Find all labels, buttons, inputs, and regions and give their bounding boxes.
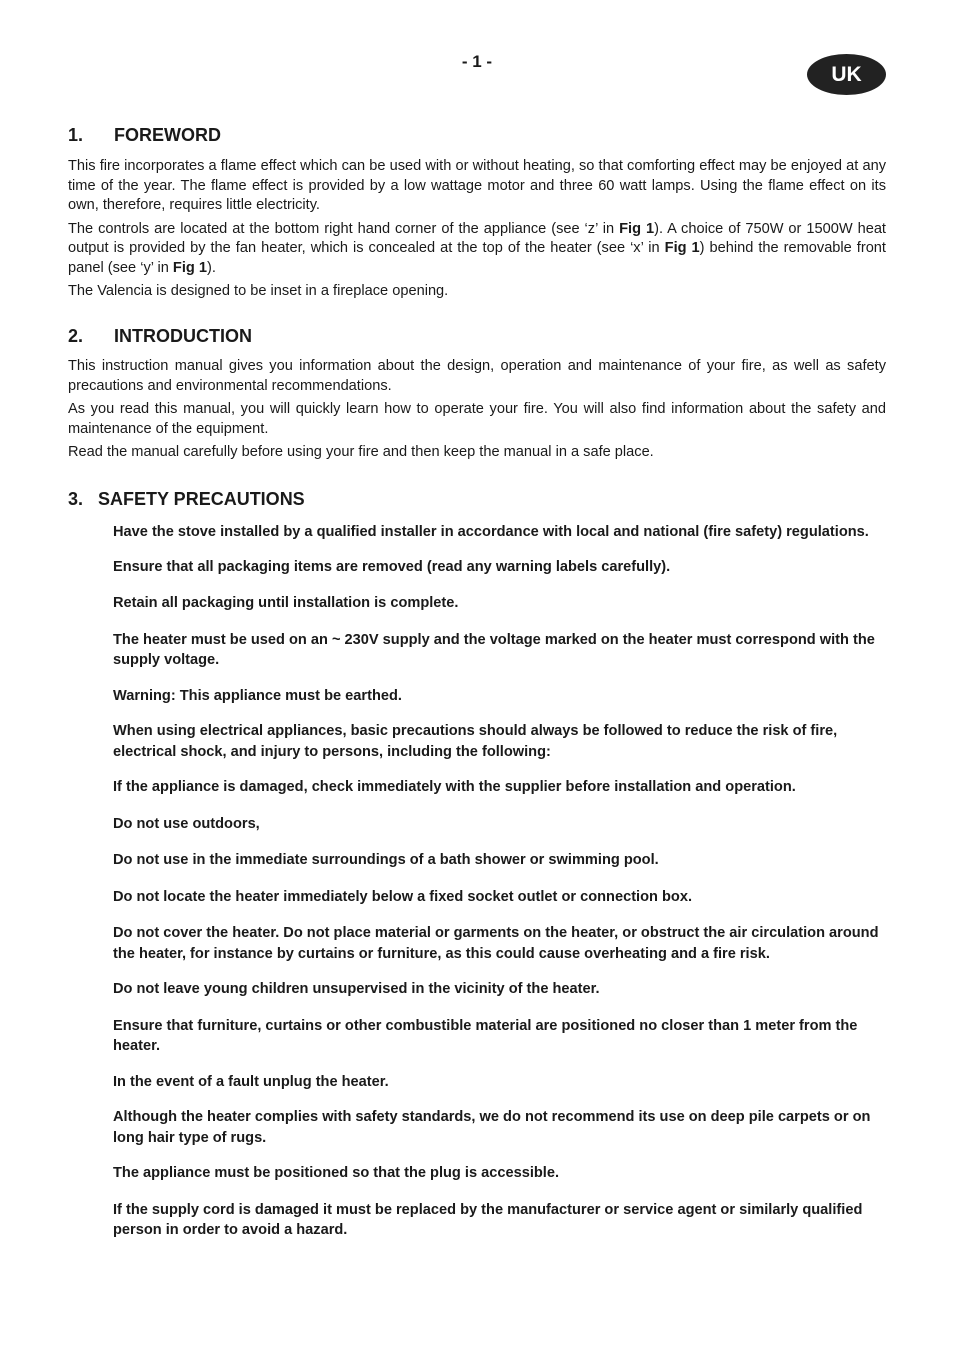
safety-item-8: Do not use outdoors, [113, 815, 260, 832]
safety-item-4: The heater must be used on an ~ 230V supply and the voltage marked on the heater must correspond with the supply voltage. [113, 631, 875, 668]
safety-section [68, 488, 886, 1241]
foreword-title: FOREWORD [114, 125, 221, 145]
safety-item-10: Do not locate the heater immediately below a fixed socket outlet or connection box. [113, 888, 692, 905]
safety-item-13: Ensure that furniture, curtains or other combustible material are positioned no closer than 1 meter from the heater. [113, 1017, 858, 1054]
introduction-title: INTRODUCTION [114, 326, 252, 346]
language-badge-label: UK [831, 62, 862, 86]
safety-item-7: If the appliance is damaged, check immediately with the supplier before installation and operation. [113, 779, 796, 795]
introduction-heading [68, 325, 886, 347]
introduction-section [68, 325, 886, 463]
foreword-paragraph-2: The controls are located at the bottom right hand corner of the appliance (see ‘z’ in Fig 1). A choice of 750W or 1500W heat output is provided by the fan heater, which is concealed at the top of the heater (see ‘x’ in Fig 1) behind the removable front panel (see ‘y’ in Fig 1). [68, 220, 886, 276]
safety-item-17: If the supply cord is damaged it must be replaced by the manufacturer or service agent or similarly qualified person in order to avoid a hazard. [113, 1201, 863, 1238]
safety-item-2: Ensure that all packaging items are removed (read any warning labels carefully). [113, 558, 671, 575]
safety-item-16: The appliance must be positioned so that the plug is accessible. [113, 1165, 560, 1181]
language-badge [807, 54, 886, 95]
safety-item-6: When using electrical appliances, basic precautions should always be followed to reduce the risk of fire, electrical shock, and injury to persons, including the following: [113, 723, 838, 760]
introduction-number: 2. [68, 326, 84, 346]
safety-item-12: Do not leave young children unsupervised in the vicinity of the heater. [113, 981, 600, 997]
foreword-number: 1. [68, 125, 84, 145]
safety-item-9: Do not use in the immediate surroundings of a bath shower or swimming pool. [113, 852, 659, 868]
safety-number: 3. [68, 489, 84, 509]
foreword-paragraph-1: This fire incorporates a flame effect which can be used with or without heating, so that comforting effect may be enjoyed at any time of the year. The flame effect is provided by a low wattage motor and three 60 watt lamps. Using the flame effect on its own, therefore, requires little electricity. [68, 158, 886, 213]
safety-item-15: Although the heater complies with safety standards, we do not recommend its use on deep pile carpets or on long hair type of rugs. [113, 1109, 871, 1146]
introduction-paragraph-3: Read the manual carefully before using your fire and then keep the manual in a safe place. [68, 444, 654, 460]
safety-item-1: Have the stove installed by a qualified installer in accordance with local and national (fire safety) regulations. [113, 524, 869, 540]
foreword-section [68, 124, 886, 302]
introduction-paragraph-1: This instruction manual gives you information about the design, operation and maintenance of your fire, as well as safety precautions and environmental recommendations. [68, 358, 886, 394]
foreword-paragraph-3: The Valencia is designed to be inset in a fireplace opening. [68, 283, 449, 299]
safety-item-3: Retain all packaging until installation is complete. [113, 595, 459, 611]
safety-title: SAFETY PRECAUTIONS [98, 489, 305, 509]
safety-item-14: In the event of a fault unplug the heater. [113, 1073, 389, 1090]
safety-item-5: Warning: This appliance must be earthed. [113, 687, 402, 704]
safety-heading [68, 488, 886, 510]
safety-item-11: Do not cover the heater. Do not place material or garments on the heater, or obstruct the air circulation around the heater, for instance by curtains or furniture, as this could cause overheating and a fire risk. [113, 925, 879, 962]
page-number: - 1 - [461, 52, 493, 71]
introduction-paragraph-2: As you read this manual, you will quickly learn how to operate your fire. You will also find information about the safety and maintenance of the equipment. [68, 401, 886, 437]
foreword-heading [68, 124, 886, 146]
